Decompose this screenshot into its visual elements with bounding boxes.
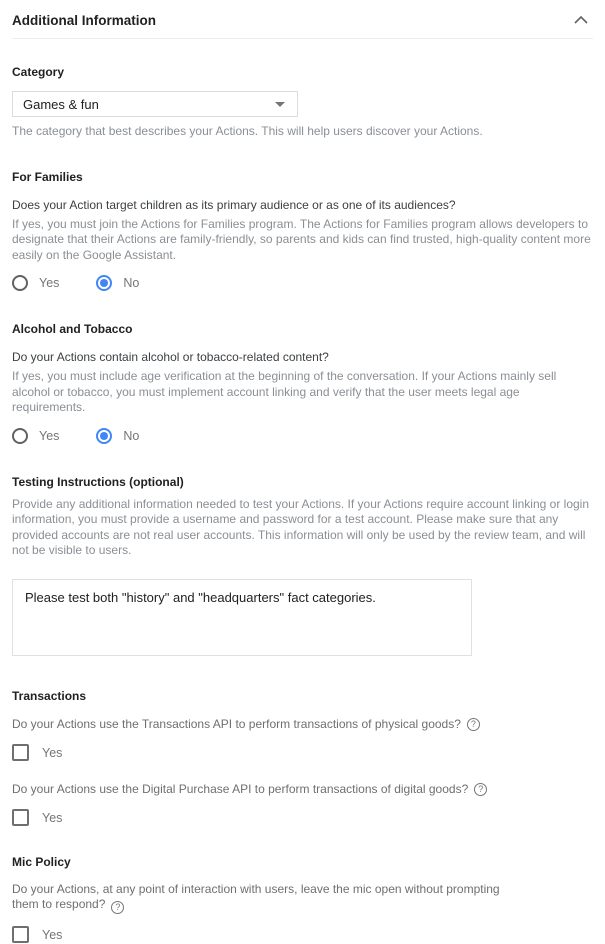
section-header bbox=[12, 0, 593, 39]
for-families-helper: If yes, you must join the Actions for Families program. The Actions for Families program allows developers to designate that their Actions are family-friendly, so parents and kids can find trusted, high-quality content more easily on the Google Assistant. bbox=[12, 216, 591, 262]
alcohol-tobacco-radio-group bbox=[12, 427, 593, 445]
radio-label: No bbox=[123, 276, 140, 290]
category-helper-text: The category that best describes your Actions. This will help users discover your Actions. bbox=[12, 124, 483, 138]
transactions-digital-question: Do your Actions use the Digital Purchase API to perform transactions of digital goods? bbox=[12, 781, 469, 796]
testing-instructions-input[interactable] bbox=[12, 579, 472, 656]
category-label: Category bbox=[12, 65, 65, 79]
page-title: Additional Information bbox=[12, 12, 156, 28]
checkbox-label: Yes bbox=[42, 927, 63, 942]
alcohol-tobacco-radio-no[interactable] bbox=[96, 428, 139, 444]
radio-unselected-icon bbox=[12, 428, 28, 444]
category-select[interactable] bbox=[12, 91, 298, 117]
transactions-heading: Transactions bbox=[12, 688, 87, 703]
transactions-physical-checkbox[interactable] bbox=[12, 744, 29, 761]
transactions-physical-check-row bbox=[12, 744, 593, 762]
checkbox-label: Yes bbox=[42, 810, 63, 825]
transactions-physical-question-row bbox=[12, 717, 593, 732]
for-families-radio-yes[interactable] bbox=[12, 275, 59, 291]
for-families-heading: For Families bbox=[12, 169, 83, 184]
help-icon[interactable]: ? bbox=[467, 718, 480, 731]
radio-unselected-icon bbox=[12, 275, 28, 291]
mic-policy-heading: Mic Policy bbox=[12, 854, 71, 869]
checkbox-label: Yes bbox=[42, 745, 63, 760]
alcohol-tobacco-heading: Alcohol and Tobacco bbox=[12, 322, 133, 336]
mic-policy-check-row bbox=[12, 926, 593, 944]
dropdown-caret-icon bbox=[275, 102, 285, 107]
radio-label: Yes bbox=[39, 276, 60, 290]
help-icon[interactable]: ? bbox=[111, 901, 124, 914]
for-families-question: Does your Action target children as its primary audience or as one of its audiences? bbox=[12, 197, 456, 212]
collapse-section-button[interactable] bbox=[571, 10, 591, 30]
radio-selected-icon bbox=[96, 275, 112, 291]
category-selected-value: Games & fun bbox=[23, 96, 99, 112]
chevron-up-icon bbox=[574, 16, 588, 24]
mic-policy-question-text: Do your Actions, at any point of interaction with users, leave the mic open without prompting them to respond? bbox=[12, 881, 500, 911]
testing-instructions-heading: Testing Instructions (optional) bbox=[12, 474, 184, 489]
testing-instructions-helper: Provide any additional information needed to test your Actions. If your Actions require account linking or login information, you must provide a username and password for a test account. Please make sure that any provided accounts are not real user accounts. This information will only be used by the review team, and will not be visible to users. bbox=[12, 496, 590, 557]
alcohol-tobacco-question: Do your Actions contain alcohol or tobacco-related content? bbox=[12, 350, 329, 364]
radio-label: No bbox=[123, 428, 140, 443]
transactions-digital-check-row bbox=[12, 809, 593, 827]
transactions-digital-question-row bbox=[12, 782, 593, 797]
mic-policy-checkbox[interactable] bbox=[12, 926, 29, 943]
alcohol-tobacco-helper: If yes, you must include age verification at the beginning of the conversation. If your Actions mainly sell alcohol or tobacco, you must implement account linking and verify that the user meets legal age requirements. bbox=[12, 369, 557, 414]
help-icon[interactable]: ? bbox=[474, 783, 487, 796]
radio-label: Yes bbox=[39, 428, 60, 443]
mic-policy-question bbox=[12, 882, 517, 914]
transactions-digital-checkbox[interactable] bbox=[12, 809, 29, 826]
alcohol-tobacco-radio-yes[interactable] bbox=[12, 428, 59, 444]
radio-selected-icon bbox=[96, 428, 112, 444]
for-families-radio-group bbox=[12, 274, 593, 292]
transactions-physical-question: Do your Actions use the Transactions API to perform transactions of physical goods? bbox=[12, 716, 461, 731]
for-families-radio-no[interactable] bbox=[96, 275, 139, 291]
